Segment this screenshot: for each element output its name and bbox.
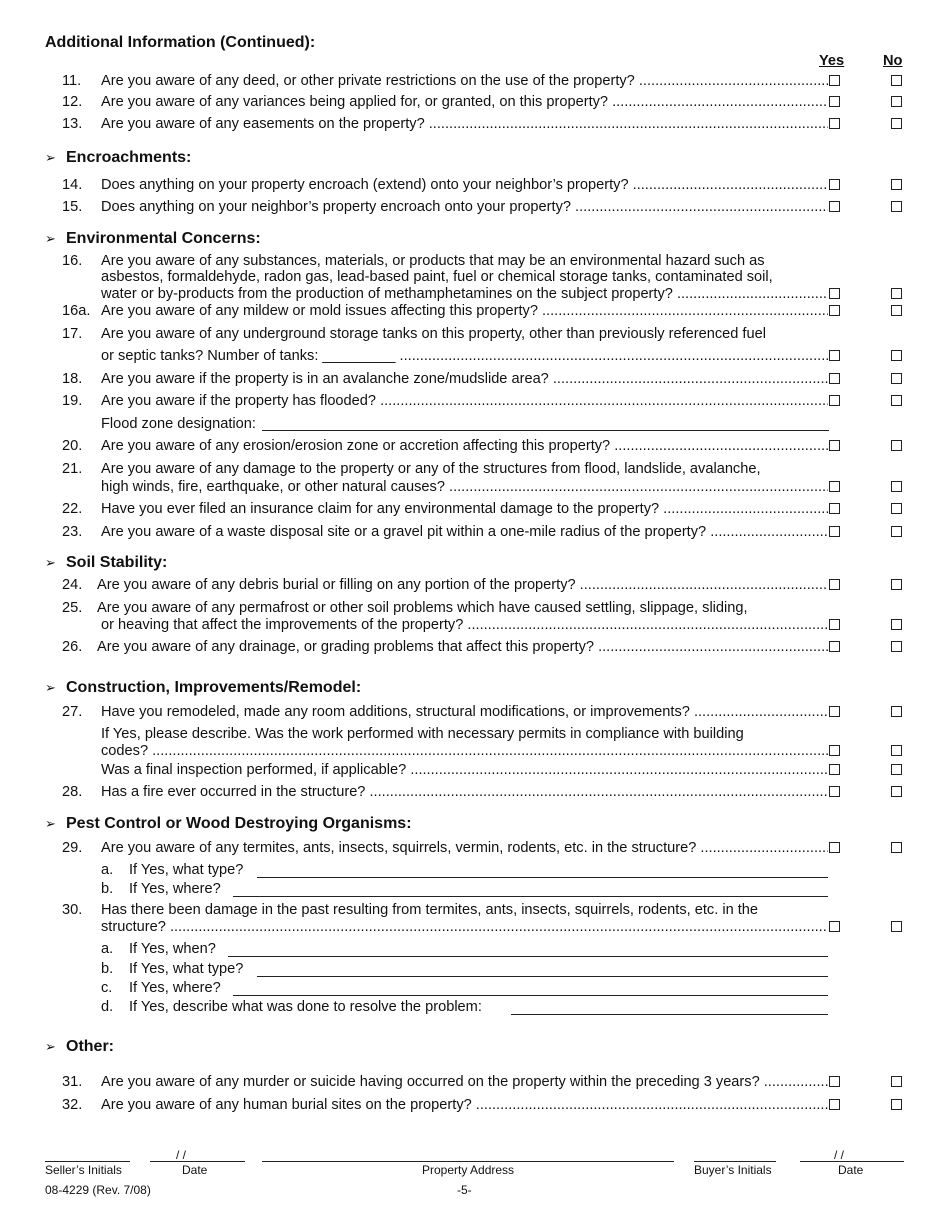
question-text: Are you aware if the property is in an avalanche zone/mudslide area? ..... [101, 371, 828, 387]
question-number: 11. [62, 73, 82, 89]
question-text: Are you aware of any variances being applied for, or granted, on this property? ..... [101, 94, 828, 110]
flood-zone-input-line[interactable] [262, 430, 829, 431]
question-row-29 [0, 840, 950, 858]
buyers-initials-line[interactable] [694, 1161, 776, 1162]
form-number: 08-4229 (Rev. 7/08) [45, 1183, 151, 1197]
no-checkbox[interactable] [891, 75, 902, 86]
section-heading-encroachments [45, 149, 191, 167]
no-checkbox[interactable] [891, 786, 902, 797]
no-checkbox[interactable] [891, 1076, 902, 1087]
arrow-bullet-icon: ➢ [45, 555, 56, 570]
question-text: Are you aware of a waste disposal site or a gravel pit within a one-mile radius of the property? ..... [101, 524, 828, 540]
sub-item-text: If Yes, describe what was done to resolve the problem: [129, 999, 482, 1015]
question-29b-row [0, 881, 950, 899]
yes-checkbox[interactable] [829, 706, 840, 717]
no-checkbox[interactable] [891, 764, 902, 775]
question-row-27-inspection [0, 762, 950, 780]
question-row-31 [0, 1074, 950, 1092]
arrow-bullet-icon: ➢ [45, 680, 56, 695]
section-title: Construction, Improvements/Remodel: [66, 679, 362, 696]
no-checkbox[interactable] [891, 842, 902, 853]
question-text: Has a fire ever occurred in the structure? ..... [101, 784, 828, 800]
sub-item-text: If Yes, what type? [129, 862, 244, 878]
sellers-initials-label: Seller’s Initials [45, 1163, 122, 1177]
sellers-initials-line[interactable] [45, 1161, 130, 1162]
question-number: 17. [62, 326, 83, 342]
section-heading-soil [45, 554, 167, 572]
yes-checkbox[interactable] [829, 440, 840, 451]
no-checkbox[interactable] [891, 373, 902, 384]
question-row-12 [0, 94, 950, 112]
yes-checkbox[interactable] [829, 764, 840, 775]
question-number: 23. [62, 524, 83, 540]
question-text-line1: Are you aware of any permafrost or other soil problems which have caused settling, slippage, sliding, [97, 600, 748, 616]
arrow-bullet-icon: ➢ [45, 1039, 56, 1054]
no-checkbox[interactable] [891, 619, 902, 630]
yes-checkbox[interactable] [829, 305, 840, 316]
type-input-line[interactable] [257, 877, 828, 878]
no-checkbox[interactable] [891, 201, 902, 212]
question-row-23 [0, 524, 950, 542]
no-checkbox[interactable] [891, 481, 902, 492]
question-number: 16. [62, 253, 83, 269]
question-row-15 [0, 199, 950, 217]
yes-checkbox[interactable] [829, 395, 840, 406]
yes-checkbox[interactable] [829, 118, 840, 129]
question-number: 14. [62, 177, 83, 193]
yes-checkbox[interactable] [829, 641, 840, 652]
yes-checkbox[interactable] [829, 481, 840, 492]
question-row-27-permits [0, 726, 950, 744]
buyer-date-slashes: / / [834, 1148, 845, 1162]
question-text: Are you aware of any easements on the property? ..... [101, 116, 828, 132]
yes-checkbox[interactable] [829, 75, 840, 86]
question-row-25-line2 [0, 617, 950, 635]
flood-zone-row [0, 416, 950, 434]
sub-item-label: a. [101, 862, 114, 878]
question-row-14 [0, 177, 950, 195]
section-heading-environmental [45, 230, 261, 248]
type-input-line[interactable] [257, 976, 828, 977]
seller-date-slashes: / / [176, 1148, 187, 1162]
question-text: Are you aware of any termites, ants, insects, squirrels, vermin, rodents, etc. in the structure? ..... [101, 840, 828, 856]
sub-item-text: If Yes, where? [129, 980, 221, 996]
question-row-13 [0, 116, 950, 134]
no-checkbox[interactable] [891, 395, 902, 406]
no-checkbox[interactable] [891, 526, 902, 537]
question-row-30-line2 [0, 919, 950, 937]
no-checkbox[interactable] [891, 579, 902, 590]
question-30b-row [0, 961, 950, 979]
yes-checkbox[interactable] [829, 201, 840, 212]
question-number: 24. [62, 577, 83, 593]
question-number: 19. [62, 393, 83, 409]
question-row-17 [0, 326, 950, 344]
question-row-17-line2 [0, 348, 950, 366]
yes-checkbox[interactable] [829, 619, 840, 630]
question-30a-row [0, 941, 950, 959]
no-checkbox[interactable] [891, 1099, 902, 1110]
where-input-line[interactable] [233, 995, 828, 996]
question-text-line3: water or by-products from the production of methamphetamines on the subject property? ..... [101, 286, 828, 302]
arrow-bullet-icon: ➢ [45, 816, 56, 831]
question-text-line1: Are you aware of any substances, materials, or products that may be an environmental hazard such as [101, 253, 765, 269]
yes-checkbox[interactable] [829, 373, 840, 384]
when-input-line[interactable] [228, 956, 828, 957]
no-checkbox[interactable] [891, 350, 902, 361]
question-row-25 [0, 600, 950, 618]
yes-checkbox[interactable] [829, 288, 840, 299]
seller-date-label: Date [182, 1163, 208, 1177]
question-text: Are you aware of any human burial sites on the property? ..... [101, 1097, 828, 1113]
question-row-30 [0, 902, 950, 920]
no-checkbox[interactable] [891, 503, 902, 514]
property-address-line[interactable] [262, 1161, 674, 1162]
property-address-label: Property Address [422, 1163, 515, 1177]
section-title: Environmental Concerns: [66, 230, 261, 247]
no-checkbox[interactable] [891, 96, 902, 107]
yes-checkbox[interactable] [829, 921, 840, 932]
question-number: 18. [62, 371, 83, 387]
sub-item-text: If Yes, what type? [129, 961, 244, 977]
buyer-date-line[interactable] [800, 1161, 904, 1162]
sub-item-label: a. [101, 941, 114, 957]
no-checkbox[interactable] [891, 641, 902, 652]
tank-count-field[interactable]: or septic tanks? Number of tanks: _________ ..... [101, 348, 828, 364]
question-row-27-permits-line2 [0, 743, 950, 761]
question-number: 25. [62, 600, 83, 616]
yes-column-header: Yes [819, 53, 845, 69]
no-checkbox[interactable] [891, 706, 902, 717]
arrow-bullet-icon: ➢ [45, 231, 56, 246]
question-row-16-line3 [0, 286, 950, 304]
section-heading-other [45, 1038, 114, 1056]
permits-question-line1: If Yes, please describe. Was the work performed with necessary permits in compliance with building [101, 726, 744, 742]
question-number: 31. [62, 1074, 83, 1090]
yes-checkbox[interactable] [829, 350, 840, 361]
resolution-input-line[interactable] [511, 1014, 828, 1015]
question-row-21-line2 [0, 479, 950, 497]
flood-zone-label: Flood zone designation: [101, 416, 256, 432]
section-title: Soil Stability: [66, 554, 168, 571]
sub-item-text: If Yes, when? [129, 941, 216, 957]
question-row-21 [0, 461, 950, 479]
question-text: Are you aware of any murder or suicide having occurred on the property within the preceding 3 years? ..... [101, 1074, 828, 1090]
yes-checkbox[interactable] [829, 842, 840, 853]
permits-question-line2: codes? ..... [101, 743, 828, 759]
question-text: Have you remodeled, made any room additions, structural modifications, or improvements? ..... [101, 704, 828, 720]
no-checkbox[interactable] [891, 288, 902, 299]
yes-checkbox[interactable] [829, 1076, 840, 1087]
question-number: 32. [62, 1097, 83, 1113]
question-number: 13. [62, 116, 83, 132]
buyer-date-label: Date [838, 1163, 864, 1177]
arrow-bullet-icon: ➢ [45, 150, 56, 165]
no-checkbox[interactable] [891, 440, 902, 451]
question-number: 27. [62, 704, 83, 720]
no-column-header: No [883, 53, 903, 69]
no-checkbox[interactable] [891, 921, 902, 932]
question-number: 15. [62, 199, 83, 215]
yes-checkbox[interactable] [829, 503, 840, 514]
buyers-initials-label: Buyer’s Initials [694, 1163, 772, 1177]
question-row-32 [0, 1097, 950, 1115]
question-text: Does anything on your neighbor’s property encroach onto your property? ..... [101, 199, 828, 215]
no-checkbox[interactable] [891, 179, 902, 190]
question-row-20 [0, 438, 950, 456]
question-number: 29. [62, 840, 83, 856]
no-checkbox[interactable] [891, 118, 902, 129]
sub-item-label: b. [101, 881, 114, 897]
question-number: 20. [62, 438, 83, 454]
question-row-22 [0, 501, 950, 519]
question-row-19 [0, 393, 950, 411]
question-text-line1: Are you aware of any damage to the property or any of the structures from flood, landslide, avalanche, [101, 461, 761, 477]
question-number: 22. [62, 501, 83, 517]
question-row-28 [0, 784, 950, 802]
question-text-line1: Has there been damage in the past resulting from termites, ants, insects, squirrels, rodents, etc. in the [101, 902, 759, 918]
section-heading-construction [45, 679, 361, 697]
yes-checkbox[interactable] [829, 786, 840, 797]
sub-item-text: If Yes, where? [129, 881, 221, 897]
where-input-line[interactable] [233, 896, 828, 897]
question-text: Are you aware of any deed, or other private restrictions on the use of the property? ..... [101, 73, 828, 89]
yes-checkbox[interactable] [829, 1099, 840, 1110]
question-text: Have you ever filed an insurance claim for any environmental damage to the property? ..... [101, 501, 828, 517]
yes-checkbox[interactable] [829, 179, 840, 190]
question-text-line2: asbestos, formaldehyde, radon gas, lead-based paint, fuel or chemical storage tanks, contaminated soil, [101, 269, 773, 285]
question-text: Does anything on your property encroach (extend) onto your neighbor’s property? ..... [101, 177, 828, 193]
section-title: Other: [66, 1038, 114, 1055]
question-30c-row [0, 980, 950, 998]
question-30d-row [0, 999, 950, 1017]
question-text: Are you aware of any drainage, or grading problems that affect this property? ..... [97, 639, 828, 655]
question-row-26 [0, 639, 950, 657]
yes-checkbox[interactable] [829, 96, 840, 107]
question-text-line2: or heaving that affect the improvements of the property? ..... [101, 617, 828, 633]
question-text: Are you aware if the property has flooded? ..... [101, 393, 828, 409]
section-title: Encroachments: [66, 149, 192, 166]
sub-item-label: b. [101, 961, 114, 977]
sub-item-label: d. [101, 999, 114, 1015]
yes-checkbox[interactable] [829, 745, 840, 756]
question-number: 16a. [62, 303, 91, 319]
question-text-line1: Are you aware of any underground storage tanks on this property, other than previously referenced fuel [101, 326, 766, 342]
section-heading-pest [45, 815, 412, 833]
question-row-16-line2 [0, 269, 950, 287]
question-text: Are you aware of any debris burial or filling on any portion of the property? ..... [97, 577, 828, 593]
question-row-24 [0, 577, 950, 595]
question-number: 28. [62, 784, 83, 800]
question-number: 26. [62, 639, 83, 655]
no-checkbox[interactable] [891, 745, 902, 756]
inspection-question: Was a final inspection performed, if applicable? ..... [101, 762, 828, 778]
yes-checkbox[interactable] [829, 579, 840, 590]
question-row-18 [0, 371, 950, 389]
page-title: Additional Information (Continued): [45, 34, 316, 51]
sub-item-label: c. [101, 980, 113, 996]
question-text-line2: structure? ..... [101, 919, 828, 935]
question-number: 21. [62, 461, 83, 477]
question-row-11 [0, 73, 950, 91]
question-row-27 [0, 704, 950, 722]
question-number: 12. [62, 94, 83, 110]
question-row-16a [0, 303, 950, 321]
yes-checkbox[interactable] [829, 526, 840, 537]
question-number: 30. [62, 902, 83, 918]
question-29a-row [0, 862, 950, 880]
seller-date-line[interactable] [150, 1161, 245, 1162]
page-number: -5- [457, 1183, 472, 1197]
question-text: Are you aware of any mildew or mold issues affecting this property? ..... [101, 303, 828, 319]
question-text: Are you aware of any erosion/erosion zone or accretion affecting this property? ..... [101, 438, 828, 454]
no-checkbox[interactable] [891, 305, 902, 316]
section-title: Pest Control or Wood Destroying Organisms: [66, 815, 412, 832]
question-text-line2: high winds, fire, earthquake, or other natural causes? ..... [101, 479, 828, 495]
